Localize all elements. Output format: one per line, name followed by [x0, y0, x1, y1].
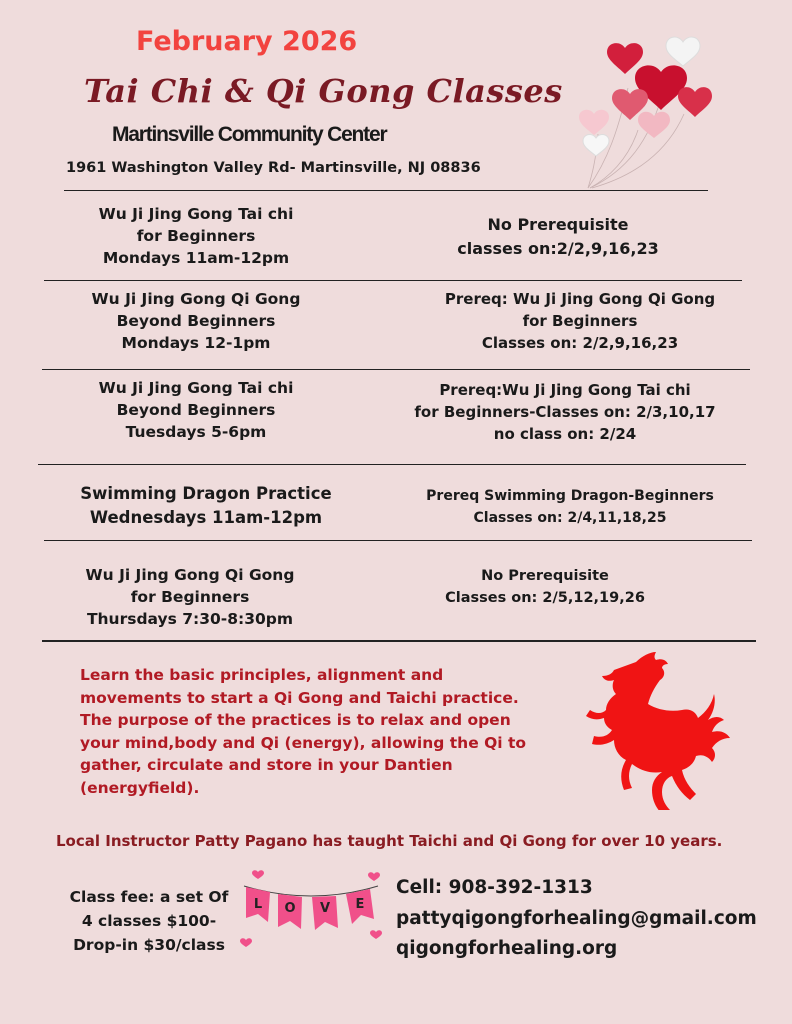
heart-balloon	[583, 134, 609, 156]
contact-website[interactable]: qigongforhealing.org	[396, 938, 618, 959]
heart-balloon	[666, 37, 700, 66]
heart-balloons-icon	[568, 30, 728, 190]
description-text: Learn the basic principles, alignment and movements to start a Qi Gong and Taichi practice. The purpose of the practices is to relax and open your mind,body and Qi (energy), allowing the Qi to gather, circulate and store in your Dantien (energyfield).	[80, 666, 527, 797]
heart-balloon	[638, 112, 670, 138]
divider	[42, 369, 750, 370]
banner-letter: E	[355, 897, 365, 912]
venue-address: 1961 Washington Valley Rd- Martinsville, NJ 08836	[66, 160, 481, 176]
class-2-info: Prereq: Wu Ji Jing Gong Qi Gong for Beginners Classes on: 2/2,9,16,23	[444, 290, 716, 352]
contact-phone: Cell: 908-392-1313	[396, 877, 593, 898]
class-3-info: Prereq:Wu Ji Jing Gong Tai chi for Beginners-Classes on: 2/3,10,17 no class on: 2/24	[414, 381, 716, 443]
divider	[44, 540, 752, 541]
class-fee: Class fee: a set Of 4 classes $100- Drop-in $30/class	[69, 888, 229, 954]
heart-balloon	[579, 110, 609, 135]
class-3-name: Wu Ji Jing Gong Tai chi Beyond Beginners Tuesdays 5-6pm	[98, 379, 294, 441]
class-4-info: Prereq Swimming Dragon-Beginners Classes on: 2/4,11,18,25	[426, 488, 714, 526]
class-5-info: No Prerequisite Classes on: 2/5,12,19,26	[445, 568, 645, 606]
class-4-name: Swimming Dragon Practice Wednesdays 11am-12pm	[80, 484, 332, 527]
class-1-info: No Prerequisite classes on:2/2,9,16,23	[457, 215, 659, 258]
contact-email[interactable]: pattyqigongforhealing@gmail.com	[396, 908, 757, 929]
banner-letter: O	[284, 901, 296, 916]
love-banner-icon	[236, 868, 386, 958]
month-heading: February 2026	[136, 26, 358, 57]
rearing-horse-icon	[566, 650, 736, 810]
heart-balloon	[678, 87, 712, 117]
heart-balloon	[607, 43, 643, 74]
divider	[38, 464, 746, 465]
divider	[64, 190, 708, 191]
divider	[42, 640, 756, 642]
divider	[44, 280, 742, 281]
banner-letter: L	[253, 897, 263, 912]
class-2-name: Wu Ji Jing Gong Qi Gong Beyond Beginners Mondays 12-1pm	[91, 290, 301, 352]
venue-name: Martinsville Community Center	[112, 123, 387, 146]
banner-letter: V	[319, 901, 331, 916]
instructor-note: Local Instructor Patty Pagano has taught Taichi and Qi Gong for over 10 years.	[56, 832, 723, 850]
class-1-name: Wu Ji Jing Gong Tai chi for Beginners Mondays 11am-12pm	[98, 205, 294, 267]
page-title: Tai Chi & Qi Gong Classes	[84, 72, 563, 110]
class-5-name: Wu Ji Jing Gong Qi Gong for Beginners Thursdays 7:30-8:30pm	[85, 566, 295, 628]
